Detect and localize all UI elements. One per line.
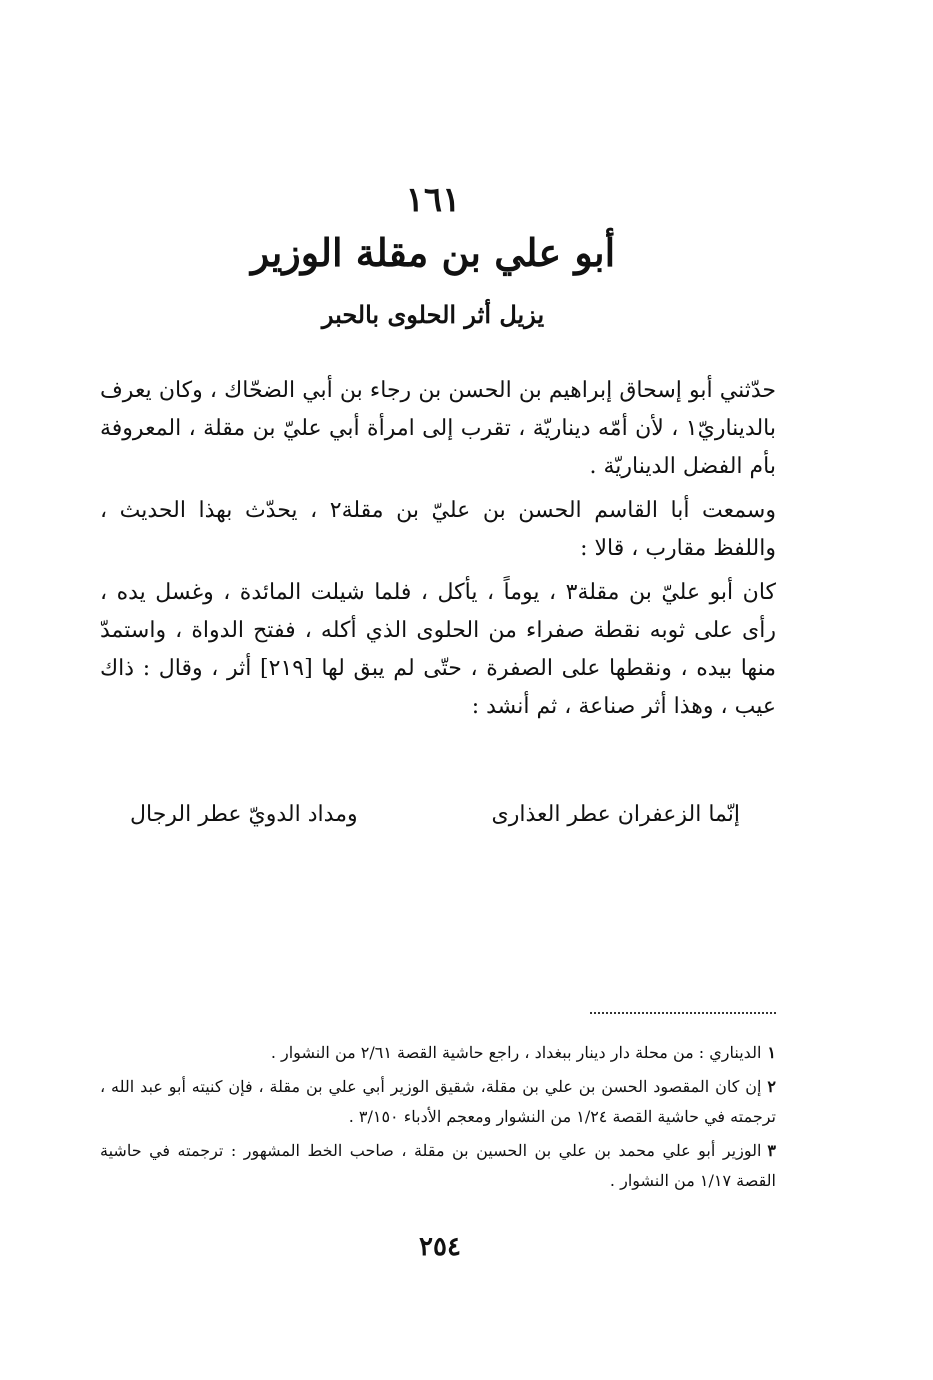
footnote-divider (590, 1012, 776, 1014)
paragraph-3: كان أبو عليّ بن مقلة٣ ، يوماً ، يأكل ، فلما شيلت المائدة ، وغسل يده ، رأى على ثوبه نقطة صفراء من الحلوى الذي أكله ، ففتح الدواة ، واستمدّ منها بيده ، ونقطها على الصفرة ، حتّى لم يبق لها [٢١٩] أثر ، وقال : ذاك عيب ، وهذا أثر صناعة ، ثم أنشد : (100, 580, 776, 719)
story-number: ١٦١ (405, 180, 461, 220)
footnote-text: الوزير أبو علي محمد بن علي بن الحسين بن مقلة ، صاحب الخط المشهور : ترجمته في حاشية القصة ١/١٧ من النشوار . (100, 1141, 776, 1190)
paragraph-2: وسمعت أبا القاسم الحسن بن عليّ بن مقلة٢ ، يحدّث بهذا الحديث ، واللفظ مقارب ، قالا : (100, 498, 776, 561)
footnote-2 (100, 1072, 776, 1132)
verse-first-hemistich: إنّما الزعفران عطر العذارى (491, 802, 740, 827)
verse-second-hemistich: ومداد الدويّ عطر الرجال (130, 802, 358, 827)
footnote-number: ٢ (767, 1077, 776, 1096)
poem-verse (130, 802, 740, 827)
footnotes (100, 1038, 776, 1200)
story-body (100, 372, 776, 732)
footnote-text: الديناري : من محلة دار دينار ببغداد ، راجع حاشية القصة ٢/٦١ من النشوار . (270, 1043, 762, 1062)
story-title: أبو علي بن مقلة الوزير (250, 230, 616, 275)
footnote-1 (100, 1038, 776, 1068)
footnote-number: ٣ (767, 1141, 777, 1160)
story-subtitle: يزيل أثر الحلوى بالحبر (321, 300, 545, 329)
page-number: ٢٥٤ (419, 1232, 461, 1262)
footnote-3 (100, 1136, 776, 1196)
footnote-text: إن كان المقصود الحسن بن علي بن مقلة، شقيق الوزير أبي علي بن مقلة ، فإن كنيته أبو عبد الله ، ترجمته في حاشية القصة ١/٢٤ من النشوار ومعجم الأدباء ٣/١٥٠ . (100, 1077, 776, 1126)
footnote-number: ١ (767, 1043, 776, 1062)
paragraph-1: حدّثني أبو إسحاق إبراهيم بن الحسن بن رجاء بن أبي الضحّاك ، وكان يعرف بالديناريّ١ ، لأن أمّه ديناريّة ، تقرب إلى امرأة أبي عليّ بن مقلة ، المعروفة بأم الفضل الديناريّة . (100, 378, 776, 479)
